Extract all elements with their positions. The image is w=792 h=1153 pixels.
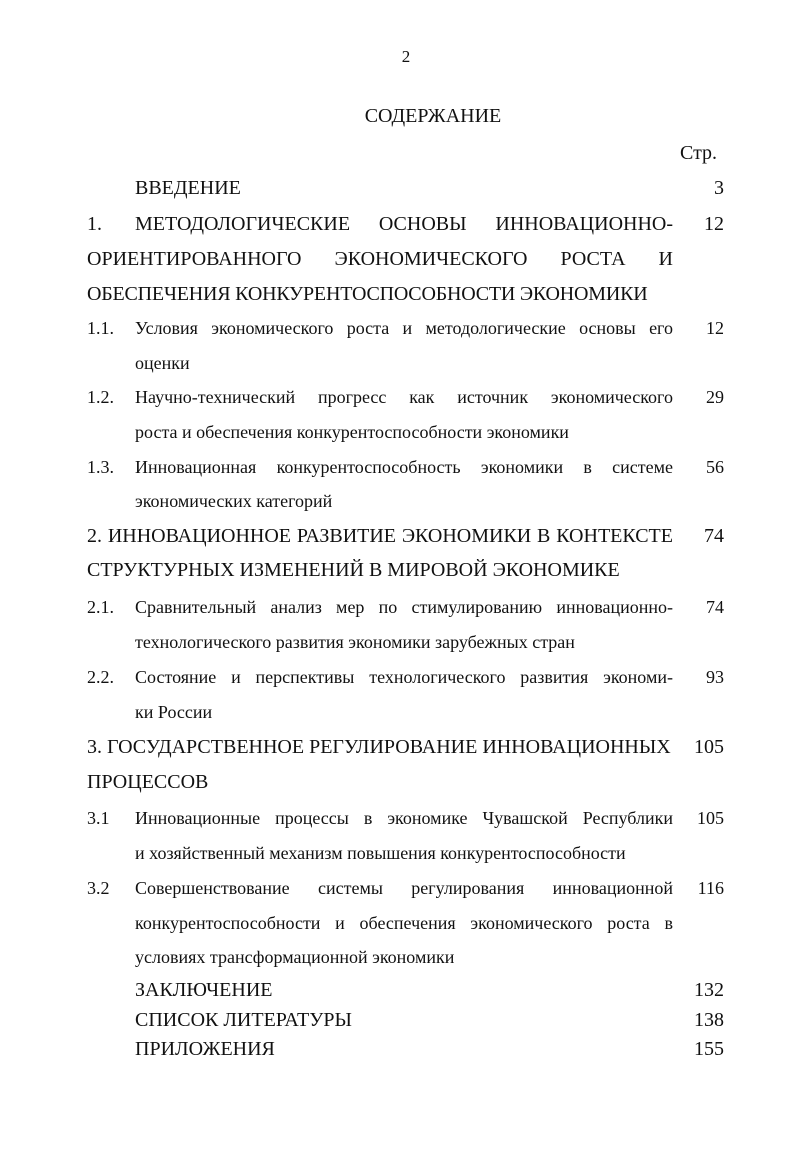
toc-entry-text-line-1: Состояние и перспективы технологического развития экономи- bbox=[135, 667, 673, 687]
toc-entry-section-3-1[interactable] bbox=[0, 801, 792, 835]
toc-entry-text-line-2: ОРИЕНТИРОВАННОГО ЭКОНОМИЧЕСКОГО РОСТА И bbox=[87, 248, 673, 270]
toc-entry-text-line-2: ки России bbox=[135, 702, 213, 722]
toc-entry-text-line-2: и хозяйственный механизм повышения конкурентоспособности bbox=[135, 843, 626, 863]
toc-entry-text-line-1: Сравнительный анализ мер по стимулированию инновационно- bbox=[135, 597, 673, 617]
toc-entry-section-3-2-cont bbox=[0, 940, 792, 974]
toc-entry-text-line-1: Научно-технический прогресс как источник экономического bbox=[135, 387, 673, 407]
toc-entry-number: 3.2 bbox=[87, 878, 110, 898]
toc-entry-text-line-1: Совершенствование системы регулирования инновационной bbox=[135, 878, 673, 898]
toc-entry-intro[interactable] bbox=[0, 171, 792, 205]
toc-entry-page: 29 bbox=[706, 387, 724, 407]
toc-entry-page: 3 bbox=[714, 177, 724, 199]
toc-entry-chapter-3-cont bbox=[0, 765, 792, 799]
toc-entry-text-line-2: ПРОЦЕССОВ bbox=[87, 771, 209, 793]
toc-entry-number: 2.1. bbox=[87, 597, 114, 617]
toc-entry-number: 1.2. bbox=[87, 387, 114, 407]
toc-entry-number: 1.1. bbox=[87, 318, 114, 338]
toc-entry-number: 1.3. bbox=[87, 457, 114, 477]
toc-entry-text-line-2: технологического развития экономики зарубежных стран bbox=[135, 632, 575, 652]
toc-entry-page: 105 bbox=[697, 808, 724, 828]
toc-entry-text-line-1: Инновационные процессы в экономике Чувашской Республики bbox=[135, 808, 673, 828]
toc-entry-text: СПИСОК ЛИТЕРАТУРЫ bbox=[135, 1009, 352, 1031]
toc-entry-page: 12 bbox=[706, 318, 724, 338]
toc-entry-text-line-2: оценки bbox=[135, 353, 190, 373]
toc-entry-page: 116 bbox=[697, 878, 724, 898]
toc-entry-text-line-1: 2. ИННОВАЦИОННОЕ РАЗВИТИЕ ЭКОНОМИКИ В КОНТЕКСТЕ bbox=[87, 525, 673, 547]
toc-entry-page: 155 bbox=[694, 1038, 724, 1060]
toc-entry-section-1-1[interactable] bbox=[0, 311, 792, 345]
toc-entry-section-1-2[interactable] bbox=[0, 380, 792, 414]
toc-entry-section-2-2-cont bbox=[0, 695, 792, 729]
toc-entry-section-1-2-cont bbox=[0, 415, 792, 449]
toc-entry-number: 3.1 bbox=[87, 808, 110, 828]
toc-entry-section-3-1-cont bbox=[0, 836, 792, 870]
toc-entry-text-line-1: 3. ГОСУДАРСТВЕННОЕ РЕГУЛИРОВАНИЕ ИННОВАЦИОННЫХ bbox=[87, 736, 671, 758]
toc-entry-page: 93 bbox=[706, 667, 724, 687]
toc-entry-chapter-1[interactable] bbox=[0, 207, 792, 241]
toc-entry-text-line-2: конкурентоспособности и обеспечения экономического роста в bbox=[135, 913, 673, 933]
toc-entry-chapter-2[interactable] bbox=[0, 519, 792, 553]
toc-entry-section-1-3[interactable] bbox=[0, 450, 792, 484]
toc-entry-text: ПРИЛОЖЕНИЯ bbox=[135, 1038, 275, 1060]
toc-entry-text: ЗАКЛЮЧЕНИЕ bbox=[135, 979, 273, 1001]
page-column-header: Стр. bbox=[680, 142, 718, 164]
toc-entry-references[interactable] bbox=[0, 1006, 792, 1034]
toc-entry-section-3-2[interactable] bbox=[0, 871, 792, 905]
toc-entry-text-line-1: Инновационная конкурентоспособность экономики в системе bbox=[135, 457, 673, 477]
toc-entry-text: ВВЕДЕНИЕ bbox=[135, 177, 241, 199]
toc-entry-section-2-2[interactable] bbox=[0, 660, 792, 694]
toc-entry-text-line-1: МЕТОДОЛОГИЧЕСКИЕ ОСНОВЫ ИННОВАЦИОННО- bbox=[135, 213, 673, 235]
toc-entry-page: 74 bbox=[706, 597, 724, 617]
toc-entry-page: 12 bbox=[704, 213, 724, 235]
toc-entry-section-1-3-cont bbox=[0, 484, 792, 518]
toc-entry-section-1-1-cont bbox=[0, 346, 792, 380]
toc-entry-chapter-1-cont bbox=[0, 242, 792, 276]
toc-entry-section-3-2-cont bbox=[0, 906, 792, 940]
toc-entry-chapter-2-cont bbox=[0, 553, 792, 587]
toc-entry-text-line-2: экономических категорий bbox=[135, 491, 333, 511]
toc-entry-page: 138 bbox=[694, 1009, 724, 1031]
toc-title: СОДЕРЖАНИЕ bbox=[364, 105, 502, 127]
toc-entry-chapter-3[interactable] bbox=[0, 730, 792, 764]
toc-entry-text-line-3: условиях трансформационной экономики bbox=[135, 947, 455, 967]
toc-entry-number: 2.2. bbox=[87, 667, 114, 687]
toc-entry-section-2-1[interactable] bbox=[0, 590, 792, 624]
page-number: 2 bbox=[401, 47, 411, 66]
toc-entry-page: 56 bbox=[706, 457, 724, 477]
toc-entry-page: 105 bbox=[694, 736, 724, 758]
toc-entry-page: 74 bbox=[704, 525, 724, 547]
toc-entry-appendices[interactable] bbox=[0, 1035, 792, 1063]
toc-entry-text-line-3: ОБЕСПЕЧЕНИЯ КОНКУРЕНТОСПОСОБНОСТИ ЭКОНОМИКИ bbox=[87, 283, 648, 305]
toc-entry-text-line-2: роста и обеспечения конкурентоспособности экономики bbox=[135, 422, 569, 442]
toc-entry-text-line-2: СТРУКТУРНЫХ ИЗМЕНЕНИЙ В МИРОВОЙ ЭКОНОМИКЕ bbox=[87, 559, 620, 581]
toc-entry-page: 132 bbox=[694, 979, 724, 1001]
toc-entry-number: 1. bbox=[87, 213, 102, 235]
toc-entry-chapter-1-cont bbox=[0, 277, 792, 311]
toc-entry-section-2-1-cont bbox=[0, 625, 792, 659]
toc-entry-conclusion[interactable] bbox=[0, 976, 792, 1004]
toc-entry-text-line-1: Условия экономического роста и методологические основы его bbox=[135, 318, 673, 338]
